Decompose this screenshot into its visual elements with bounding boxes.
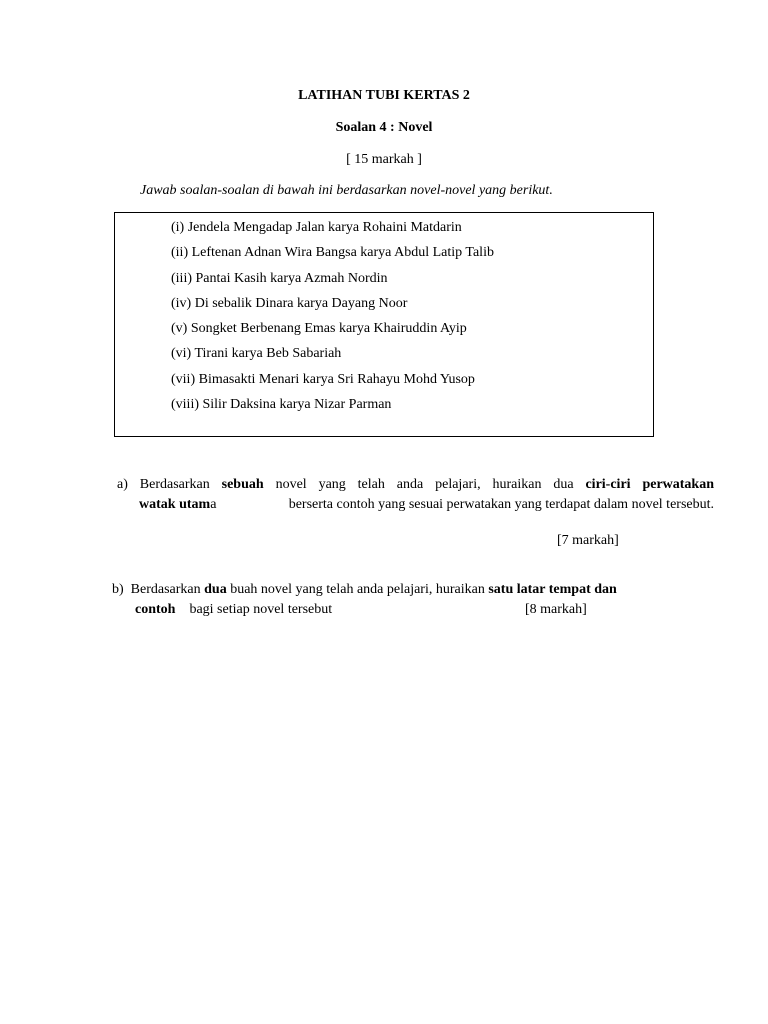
instruction-text: Jawab soalan-soalan di bawah ini berdasarkan novel-novel yang berikut. <box>140 183 553 198</box>
page-title: LATIHAN TUBI KERTAS 2 <box>298 88 470 103</box>
question-a-word: telah <box>357 477 385 492</box>
question-a-word: yang <box>318 477 346 492</box>
question-b-text: buah novel yang telah anda pelajari, huraikan <box>230 582 485 597</box>
question-a-word: a <box>210 497 217 512</box>
novel-item: (vii) Bimasakti Menari karya Sri Rahayu Mohd Yusop <box>171 371 475 387</box>
question-a-word: huraikan <box>492 477 542 492</box>
question-a-word: dua <box>553 477 574 492</box>
novel-item: (v) Songket Berbenang Emas karya Khairuddin Ayip <box>171 321 467 337</box>
question-a-keyword-group <box>139 495 216 515</box>
question-a-line-2 <box>117 495 714 515</box>
question-a-keyword: watak <box>139 497 176 512</box>
question-a-keyword: utam <box>179 497 211 512</box>
novel-list-box <box>114 212 654 437</box>
question-b <box>112 580 712 620</box>
question-b-line-2 <box>112 600 712 620</box>
question-a-keyword: perwatakan <box>642 477 714 492</box>
novel-item: (ii) Leftenan Adnan Wira Bangsa karya Abdul Latip Talib <box>171 245 494 261</box>
novel-item: (viii) Silir Daksina karya Nizar Parman <box>171 397 392 413</box>
question-a-keyword: sebuah <box>221 477 264 492</box>
question-b-keyword: contoh <box>135 602 176 617</box>
question-a-keyword: ciri-ciri <box>585 477 631 492</box>
novel-item: (iii) Pantai Kasih karya Azmah Nordin <box>171 270 388 286</box>
novel-list <box>171 218 494 420</box>
question-a <box>117 475 714 515</box>
question-a-word: Berdasarkan <box>139 477 210 492</box>
question-b-text: Berdasarkan <box>130 582 201 597</box>
question-heading: Soalan 4 : Novel <box>335 120 433 135</box>
question-a-label: a) <box>117 477 128 492</box>
question-b-text: bagi setiap novel tersebut <box>189 602 333 617</box>
question-b-marks: [8 markah] <box>525 602 587 617</box>
question-a-text: berserta contoh yang sesuai perwatakan yang terdapat dalam novel tersebut. <box>288 497 714 512</box>
question-a-word: novel <box>275 477 307 492</box>
novel-item: (iv) Di sebalik Dinara karya Dayang Noor <box>171 295 408 311</box>
question-b-line-1 <box>112 580 712 600</box>
question-a-marks: [7 markah] <box>557 533 619 548</box>
question-a-word: pelajari, <box>435 477 481 492</box>
question-a-word: anda <box>396 477 424 492</box>
novel-item: (vi) Tirani karya Beb Sabariah <box>171 346 342 362</box>
question-a-line-1 <box>117 475 714 495</box>
question-b-label: b) <box>112 582 124 597</box>
question-b-keyword: satu latar tempat dan <box>488 582 617 597</box>
total-marks: [ 15 markah ] <box>346 152 422 167</box>
novel-item: (i) Jendela Mengadap Jalan karya Rohaini Matdarin <box>171 220 462 235</box>
question-b-keyword: dua <box>204 582 227 597</box>
